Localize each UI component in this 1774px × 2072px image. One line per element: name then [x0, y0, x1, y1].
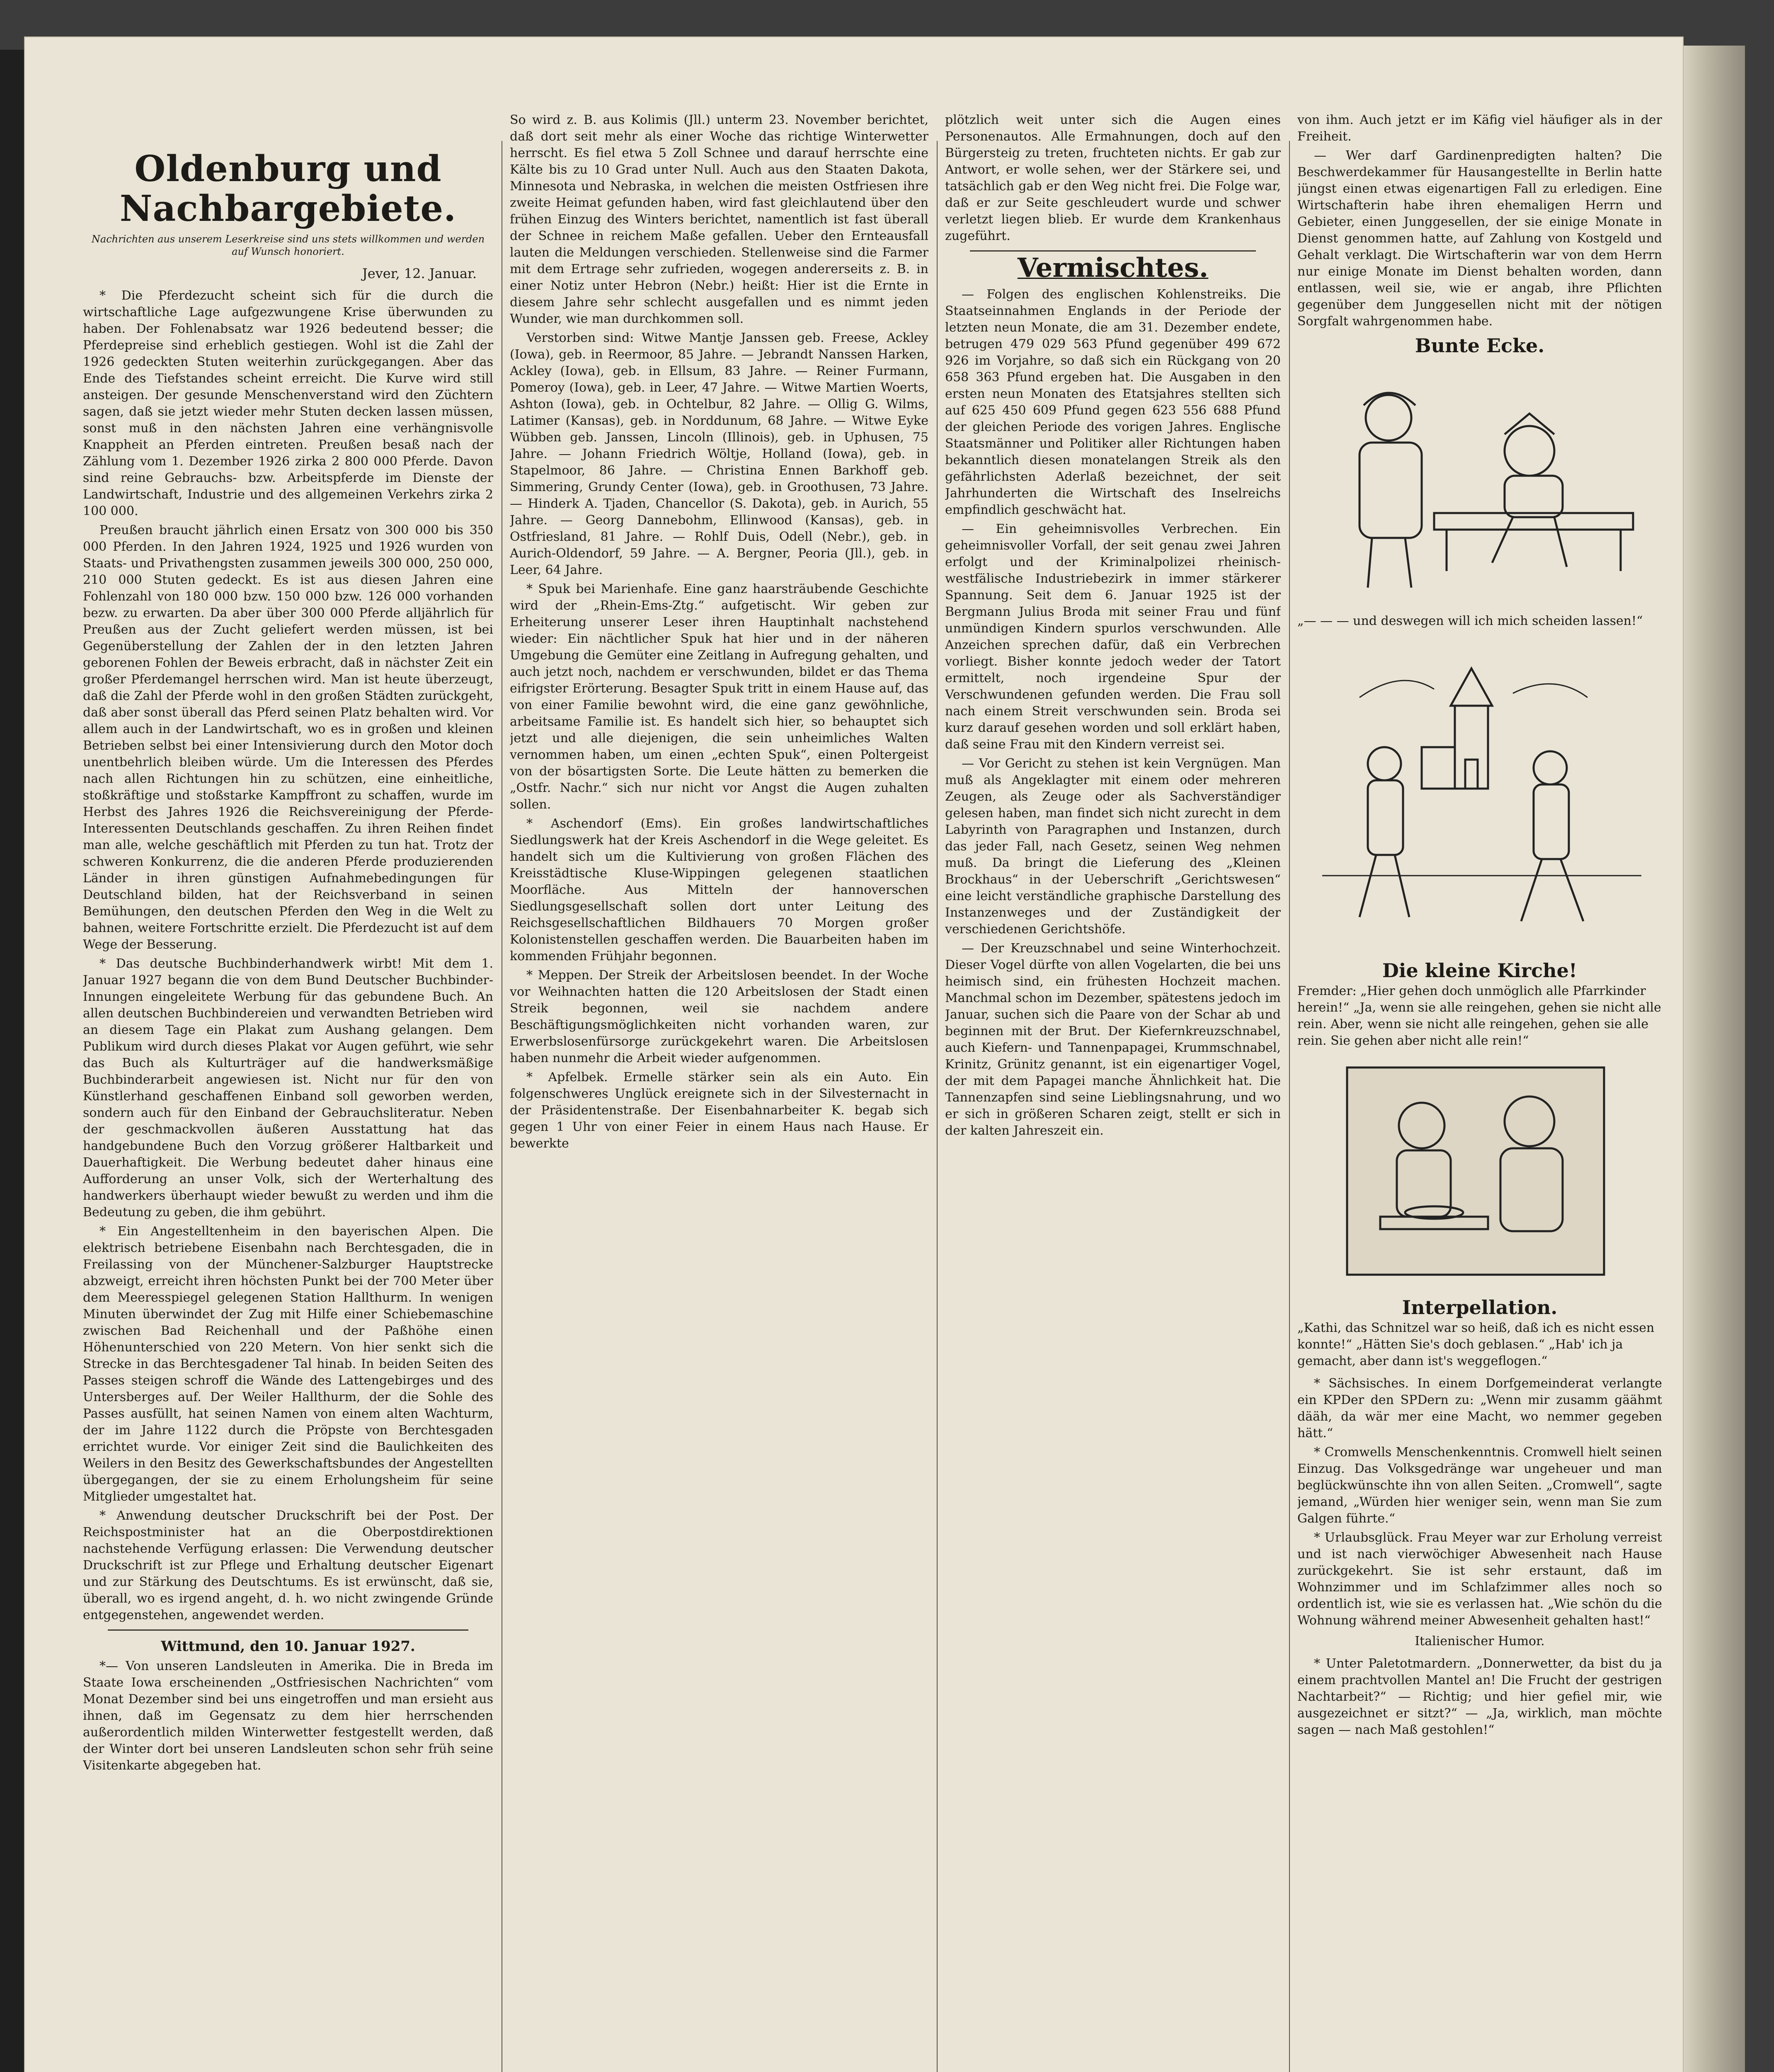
masthead-subtitle: Nachrichten aus unserem Leserkreise sind uns stets willkommen und werden auf Wunsch honoriert. — [91, 233, 485, 257]
humor-heading: Italienischer Humor. — [1415, 1634, 1545, 1648]
section-title-vermischtes: Vermischtes. — [1017, 252, 1209, 283]
column-3 — [945, 112, 1281, 2072]
column-2 — [510, 112, 928, 2072]
article-paragraph: * Spuk bei Marienhafe. Eine ganz haarsträubende Geschichte wird der „Rhein-Ems-Ztg.“ aufgetischt. Wir geben zur Erheiterung unserer Leser ihren Hauptinhalt nachstehend wieder: Ein nächtlicher Spuk hat hier und in der näheren Umgebung die Gemüter eine Zeitlang in Aufregung gehalten, und auch jetzt noch, nachdem er verschwunden, bildet er das Thema eifrigster Erörterung. Besagter Spuk tritt in einem Hause auf, das von einer Familie bewohnt wird, die eine ganz gewöhnliche, arbeitsame Familie ist. Es handelt sich hier, so behauptet sich jetzt und alle diejenigen, die sein unheimliches Walten vernommen haben, um einen „echten Spuk“, einen Poltergeist von der bösartigsten Sorte. Die Leute hätten zu bemerken die „Ostfr. Nachr.“ sich nur nicht vor Angst die Augen zuhalten sollen. — [510, 582, 928, 812]
cartoon-bench-illustration — [1297, 364, 1654, 596]
cartoon-section-title: Bunte Ecke. — [1415, 334, 1545, 357]
article-paragraph: * Urlaubsglück. Frau Meyer war zur Erholung verreist und ist nach vierwöchiger Abwesenheit nach Hause zurückgekehrt. Sie ist sehr erstaunt, daß im Wohnzimmer und im Schlafzimmer alles noch so ordentlich ist, wie sie es verlassen hat. „Wie schön du die Wohnung während meiner Abwesenheit gehalten hast!“ — [1297, 1530, 1662, 1628]
article-paragraph: * Unter Paletotmardern. „Donnerwetter, da bist du ja einem prachtvollen Mantel an! Die Frucht der gestrigen Nachtarbeit?“ — Richtig; und hier gefiel mir, wie ausgezeichnet er sitzt?“ — „Ja, wirklich, man möchte sagen — nach Maß gestohlen!“ — [1297, 1656, 1662, 1737]
cartoon-title: Interpellation. — [1402, 1296, 1558, 1319]
cartoon-interpellation-illustration — [1297, 1063, 1654, 1279]
column-4 — [1297, 112, 1662, 2072]
article-paragraph: *— Von unseren Landsleuten in Amerika. Die in Breda im Staate Iowa erscheinenden „Ostfriesischen Nachrichten“ vom Monat Dezember sind bei uns eingetroffen und man ersieht aus ihnen, daß im Gegensatz zu dem hier herrschenden außerordentlich milden Winterwetter festgestellt werden, daß der Winter dort bei unseren Landsleuten schon sehr früh seine Visitenkarte abgegeben hat. — [83, 1659, 493, 1773]
article-paragraph: * Das deutsche Buchbinderhandwerk wirbt! Mit dem 1. Januar 1927 begann die von dem Bund Deutscher Buchbinder-Innungen eingeleitete Werbung für das gebundene Buch. An allen deutschen Buchbindereien und verwandten Betrieben wird an diesem Tage ein Plakat zum Aushang gelangen. Dem Publikum wird durch dieses Plakat vor Augen geführt, wie sehr das Buch als Kulturträger auf die handwerksmäßige Buchbinderarbeit angewiesen ist. Nicht nur für den von Künstlerhand geschaffenen Einband soll geworben werden, sondern auch für den Einband der Gebrauchsliteratur. Neben der geschmackvollen äußeren Ausstattung hat das handgebundene Buch den Vorzug größerer Haltbarkeit und Dauerhaftigkeit. Die Werbung bedeutet daher hinaus eine Aufforderung an unser Volk, sich der Werterhaltung des handwerkers überhaupt wieder bewußt zu werden und ihm die Bedeutung zu geben, die ihm gebührt. — [83, 956, 493, 1220]
column-rule — [937, 141, 938, 2072]
article-paragraph: * Ein Angestelltenheim in den bayerischen Alpen. Die elektrisch betriebene Eisenbahn nach Berchtesgaden, die in Freilassing von der Münchener-Salzburger Hauptstrecke abzweigt, erreicht ihren höchsten Punkt bei der 700 Meter über dem Meeresspiegel gelegenen Station Hallthurm. In wenigen Minuten überwindet der Zug mit Hilfe einer Schiebemaschine zwischen Bad Reichenhall und der Paßhöhe einen Höhenunterschied von 220 Metern. Von hier senkt sich die Strecke in das Berchtesgadener Tal hinab. In beiden Seiten des Passes steigen schroff die Wände des Lattengebirges und des Untersberges auf. Der Weiler Hallthurm, der die Sohle des Passes ausfüllt, hat seinen Namen von einem alten Wachturm, der im Jahre 1122 durch die Pröpste von Berchtesgaden errichtet wurde. Vor einiger Zeit sind die Baulichkeiten des Weilers in den Besitz des Gewerkschaftsbundes der Angestellten übergegangen, der sie zu einem Erholungsheim für seine Mitglieder umgestaltet hat. — [83, 1224, 493, 1504]
article-paragraph: Verstorben sind: Witwe Mantje Janssen geb. Freese, Ackley (Iowa), geb. in Reermoor, 85 Jahre. — Jebrandt Nanssen Harken, Ackley (Iowa), geb. in Ellsum, 83 Jahre. — Reiner Furmann, Pomeroy (Iowa), geb. in Leer, 47 Jahre. — Witwe Martien Woerts, Ashton (Iowa), geb. in Ochtelbur, 82 Jahre. — Ollig G. Wilms, Latimer (Kansas), geb. in Norddunum, 68 Jahre. — Witwe Eyke Wübben geb. Janssen, Lincoln (Illinois), geb. in Uphusen, 75 Jahre. — Johann Friedrich Wöltje, Holland (Iowa), geb. in Stapelmoor, 86 Jahre. — Christina Ennen Barkhoff geb. Simmering, Grundy Center (Iowa), geb. in Groothusen, 73 Jahre. — Hinderk A. Tjaden, Chancellor (S. Dakota), geb. in Aurich, 55 Jahre. — Georg Dannebohm, Ellinwood (Kansas), geb. in Ostfriesland, 81 Jahre. — Rohlf Duis, Odell (Nebr.), geb. in Aurich-Oldendorf, 59 Jahre. — A. Bergner, Peoria (Jll.), geb. in Leer, 64 Jahre. — [510, 331, 928, 577]
article-paragraph: * Meppen. Der Streik der Arbeitslosen beendet. In der Woche vor Weihnachten hatten die 120 Arbeitslosen der Stadt einen Streik begonnen, weil sie nachdem andere Beschäftigungsmöglichkeiten nicht vorhanden waren, zur Erwerbslosenfürsorge zurückgekehrt waren. Die Arbeitslosen haben nunmehr die Arbeit wieder aufgenommen. — [510, 968, 928, 1065]
article-paragraph: — Der Kreuzschnabel und seine Winterhochzeit. Dieser Vogel dürfte von allen Vogelarten, die bei uns heimisch sind, ein frühesten Hochzeit machen. Manchmal schon im Dezember, spätestens jedoch im Januar, suchen sich die Paare von der Schar ab und beginnen mit der Brut. Der Kiefernkreuzschnabel, auch Kiefern- und Tannenpapagei, Krummschnabel, Krinitz, Grünitz genannt, ist ein eigenartiger Vogel, der mit dem Papagei manche Ähnlichkeit hat. Die Tannenzapfen sind seine Lieblingsnahrung, und wo er sich in größeren Scharen zeigt, stellt er sich in der kalten Jahreszeit ein. — [945, 941, 1281, 1138]
cartoon-church-illustration — [1297, 644, 1654, 942]
cartoon-title: Die kleine Kirche! — [1382, 959, 1578, 982]
divider — [108, 1629, 468, 1631]
article-paragraph: So wird z. B. aus Kolimis (Jll.) unterm 23. November berichtet, daß dort seit mehr als einer Woche das richtige Winterwetter herrscht. Es fiel etwa 5 Zoll Schnee und darauf herrschte eine Kälte bis zu 10 Grad unter Null. Auch aus den Staaten Dakota, Minnesota und Nebraska, in welchen die meisten Ostfriesen ihre zweite Heimat gefunden haben, wird fast gleichlautend über den frühen Einzug des Winters berichtet, namentlich ist fast überall der Schnee in reichem Maße gefallen. Ueber den Ernteausfall lauten die Meldungen verschieden. Stellenweise sind die Farmer mit dem Ertrage sehr zufrieden, wogegen andererseits z. B. in einer Notiz unter Hebron (Nebr.) heißt: Hier ist die Ernte in diesem Jahre sehr schlecht ausgefallen und es nimmt jeden Wunder, wie man durchkommen soll. — [510, 113, 928, 326]
cartoon-caption: „— — — und deswegen will ich mich scheiden lassen!“ — [1297, 614, 1643, 628]
article-paragraph: von ihm. Auch jetzt er im Käfig viel häufiger als in der Freiheit. — [1297, 113, 1662, 144]
article-paragraph: * Sächsisches. In einem Dorfgemeinderat verlangte ein KPDer den SPDern zu: „Wenn mir zusamm gäähmt dääh, da wär mer eine Macht, wo nemmer gegeben hätt.“ — [1297, 1376, 1662, 1440]
article-paragraph: — Vor Gericht zu stehen ist kein Vergnügen. Man muß als Angeklagter mit einem oder mehreren Zeugen, als Zeuge oder als Sachverständiger gelesen haben, man findet sich nicht zurecht in dem Labyrinth von Paragraphen und Instanzen, durch das jeder Fall, nach Gesetz, seinen Weg nehmen muß. Da bringt die Lieferung des „Kleinen Brockhaus“ in der Ueberschrift „Gerichtswesen“ eine leicht verständliche graphische Darstellung des Instanzenweges und der Zuständigkeit der verschiedenen Gerichtshöfe. — [945, 756, 1281, 937]
dateline: Jever, 12. Januar. — [362, 266, 477, 281]
article-paragraph: plötzlich weit unter sich die Augen eines Personenautos. Alle Ermahnungen, doch auf den Bürgersteig zu treten, fruchteten nichts. Er gab zur Antwort, er wolle sehen, wer der Stärkere sei, und tatsächlich gab er den Weg nicht frei. Die Folge war, daß er zur Seite geschleudert wurde und schwer verletzt liegen blieb. Er wurde dem Krankenhaus zugeführt. — [945, 113, 1281, 243]
column-rule — [1289, 141, 1290, 2072]
section-masthead: Oldenburg und Nachbargebiete. — [119, 148, 457, 230]
article-paragraph: * Anwendung deutscher Druckschrift bei der Post. Der Reichspostminister hat an die Oberpostdirektionen nachstehende Verfügung erlassen: Die Verwendung deutscher Druckschrift ist zur Pflege und Erhaltung deutscher Eigenart und zur Stärkung des Deutschtums. Es ist erwünscht, daß sie, überall, wo es irgend angeht, d. h. wo nicht zwingende Gründe entgegenstehen, angewendet werden. — [83, 1508, 493, 1622]
page-edge — [1683, 46, 1745, 2072]
cartoon-caption: „Kathi, das Schnitzel war so heiß, daß ich es nicht essen konnte!“ „Hätten Sie's doch geblasen.“ „Hab' ich ja gemacht, aber dann ist's weggeflogen.“ — [1297, 1321, 1655, 1368]
article-paragraph: * Die Pferdezucht scheint sich für die durch die wirtschaftliche Lage aufgezwungene Krise überwunden zu haben. Der Fohlenabsatz war 1926 bedeutend besser; die Pferdepreise sind erheblich gestiegen. Wohl ist die Zahl der 1926 gedeckten Stuten weiterhin zurückgegangen. Aber das Ende des Tiefstandes scheint erreicht. Die Kurve wird still ansteigen. Der gesunde Menschenverstand wird den Züchtern sagen, daß sie jetzt wieder mehr Stuten decken lassen müssen, sonst muß in den nächsten Jahren eine verhängnisvolle Knappheit an Pferden eintreten. Preußen besaß nach der Zählung vom 1. Dezember 1926 zirka 2 800 000 Pferde. Davon sind reine Gebrauchs- bzw. Arbeitspferde im Dienste der Landwirtschaft, Industrie und des allgemeinen Verkehrs zirka 2 100 000. — [83, 288, 493, 518]
article-paragraph: — Wer darf Gardinenpredigten halten? Die Beschwerdekammer für Hausangestellte in Berlin hatte jüngst einen etwas eigenartigen Fall zu erledigen. Eine Wirtschafterin habe ihren ehemaligen Herrn und Gebieter, einen Junggesellen, der sie einige Monate in Dienst genommen hatte, auf Zahlung von Kostgeld und Gehalt verklagt. Die Wirtschafterin war von dem Herrn nur einige Monate im Dienst behalten worden, dann entlassen, weil sie, wie er angab, ihre Pflichten gegenüber dem Junggesellen nicht mit der nötigen Sorgfalt wahrgenommen habe. — [1297, 148, 1662, 329]
article-paragraph: Preußen braucht jährlich einen Ersatz von 300 000 bis 350 000 Pferden. In den Jahren 1924, 1925 und 1926 wurden von Staats- und Privathengsten zusammen jeweils 300 000, 250 000, 210 000 Stuten gedeckt. Es ist aus diesen Jahren eine Fohlenzahl von 180 000 bzw. 150 000 bzw. 126 000 vorhanden bezw. zu erwarten. Da aber über 300 000 Pferde alljährlich für Preußen aus der Zucht geliefert werden müssen, ist bei Gegenüberstellung der Zahlen der in den letzten Jahren geborenen Fohlen der Beweis erbracht, daß in nächster Zeit ein großer Pferdemangel herrschen wird. Man ist heute überzeugt, daß die Zahl der Pferde wohl in den großen Städten zurückgeht, daß aber sonst überall das Pferd seinen Platz behalten wird. Vor allem auch in der Landwirtschaft, wo es in großen und kleinen Betrieben selbst bei einer Intensivierung durch den Motor doch unentbehrlich bleiben würde. Um die Interessen des Pferdes nach allen Richtungen hin zu schützen, eine einheitliche, stoßkräftige und stoßstarke Kampffront zu schaffen, wurde im Herbst des Jahres 1926 die Reichsvereinigung der Pferde-Interessenten Deutschlands geschaffen. Zu ihren Reihen findet man alle, welche geschäftlich mit Pferden zu tun hat. Trotz der schweren Konkurrenz, die die anderen Pferde produzierenden Länder in ihren günstigen Aufnahmebedingungen für Deutschland bilden, hat der Reichsverband in seinen Bemühungen, den deutschen Pferden den Weg in die Welt zu bahnen, weitere Fortschritte erzielt. Die Pferdezucht ist auf dem Wege der Besserung. — [83, 523, 493, 952]
divider — [970, 250, 1256, 252]
column-1 — [83, 145, 493, 2072]
cartoon-caption: Fremder: „Hier gehen doch unmöglich alle Pfarrkinder herein!“ „Ja, wenn sie alle reingehen, gehen sie nicht alle rein. Aber, wenn sie nicht alle reingehen, gehen sie alle rein. Sie gehen aber nicht alle rein!“ — [1297, 984, 1661, 1048]
article-paragraph: — Ein geheimnisvolles Verbrechen. Ein geheimnisvoller Vorfall, der seit genau zwei Jahren erfolgt und der Kriminalpolizei rheinisch-westfälische Industriebezirk in immer stärkerer Spannung. Seit dem 6. Januar 1925 ist der Bergmann Julius Broda mit seiner Frau und fünf unmündigen Kindern spurlos verschwunden. Alle Anzeichen sprechen dafür, daß ein Verbrechen vorliegt. Bisher konnte jedoch weder der Tatort ermittelt, noch irgendeine Spur der Verschwundenen gefunden werden. Die Frau soll nach einem Streit verschwunden sein. Broda sei kurz darauf gesehen worden und soll erklärt haben, daß seine Frau mit den Kindern verreist sei. — [945, 522, 1281, 752]
newspaper-page — [25, 37, 1683, 2072]
article-paragraph: — Folgen des englischen Kohlenstreiks. Die Staatseinnahmen Englands in der Periode der letzten neun Monate, die am 31. Dezember endete, betrugen 479 029 563 Pfund gegenüber 499 672 926 im Vorjahre, so daß sich ein Rückgang von 20 658 363 Pfund ergeben hat. Die Ausgaben in den ersten neun Monaten des Etatsjahres stellten sich auf 625 450 609 Pfund gegen 623 556 688 Pfund der gleichen Periode des vorigen Jahres. Englische Staatsmänner und Politiker aller Richtungen haben bekanntlich diesen monatelangen Streik als den gefährlichsten Aderlaß bezeichnet, der seit Jahrhunderten die Wirtschaft des Inselreichs empfindlich geschwächt hat. — [945, 287, 1281, 517]
article-paragraph: * Apfelbek. Ermelle stärker sein als ein Auto. Ein folgenschweres Unglück ereignete sich in der Silvesternacht in der Präsidentenstraße. Der Eisenbahnarbeiter K. begab sich gegen 1 Uhr von einer Feier in einem Haus nach Hause. Er bewerkte — [510, 1070, 928, 1151]
dateline-wittmund: Wittmund, den 10. Januar 1927. — [161, 1638, 415, 1655]
article-paragraph: * Cromwells Menschenkenntnis. Cromwell hielt seinen Einzug. Das Volksgedränge war ungeheuer und man beglückwünschte ihn von allen Seiten. „Cromwell“, sagte jemand, „Würden hier weniger sein, wenn man Sie zum Galgen führte.“ — [1297, 1445, 1662, 1526]
article-paragraph: * Aschendorf (Ems). Ein großes landwirtschaftliches Siedlungswerk hat der Kreis Aschendorf in die Wege geleitet. Es handelt sich um die Kultivierung von großen Flächen des Kreisstädtische Kluse-Wippingen gelegenen staatlichen Moorfläche. Aus Mitteln der hannoverschen Siedlungsgesellschaft sollen dort unter Leitung des Reichsgesellschaftlichen Bildhauers 70 Morgen großer Kolonistenstellen geschaffen werden. Die Bauarbeiten haben im kommenden Frühjahr begonnen. — [510, 816, 928, 963]
left-edge — [0, 50, 25, 2072]
